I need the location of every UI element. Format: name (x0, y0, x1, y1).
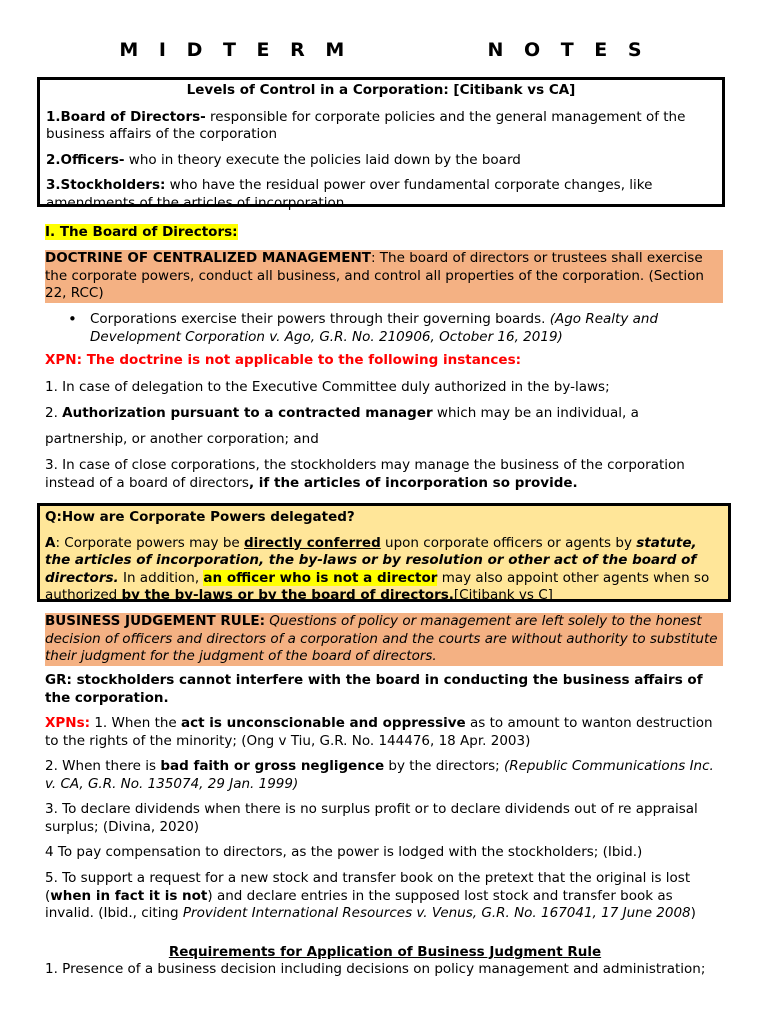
levels-of-control-box (37, 77, 725, 211)
business-judgement-rule: BUSINESS JUDGEMENT RULE: Questions of policy or management are left solely to the honest decision of officers and directors of a corporation and the courts are without authority to substitute their judgment for the judgment of the board of directors. (45, 613, 723, 666)
page-title: M I D T E R M N O T E S (119, 39, 649, 61)
xpn-item-3: 3. In case of close corporations, the stockholders may manage the business of the corporation instead of a board of directors, if the articles of incorporation so provide. (45, 457, 685, 491)
bullet-icon: • (68, 310, 77, 328)
qa-answer: A: Corporate powers may be directly conferred upon corporate officers or agents by statute, the articles of incorporation, the by-laws or by resolution or other act of the board of directors. In addition, an officer who is not a director may also appoint other agents when so authorized by the by-laws or by the board of directors.[Citibank vs C] (45, 534, 710, 603)
xpn-item-1: 1. In case of delegation to the Executive Committee duly authorized in the by-laws; (45, 379, 610, 395)
requirements-item-1: 1. Presence of a business decision including decisions on policy management and administration; (45, 961, 706, 977)
level-item-stockholders: 3.Stockholders: who have the residual power over fundamental corporate changes, like amendments of the articles of incorporation. (46, 177, 653, 211)
qa-question: Q:How are Corporate Powers delegated? (45, 509, 355, 525)
xpn-heading: XPN: The doctrine is not applicable to the following instances: (45, 352, 522, 368)
xpns-item-5: 5. To support a request for a new stock and transfer book on the pretext that the original is lost (when in fact it is not) and declare entries in the supposed lost stock and transfer book as invalid. (Ibid., citing Provident International Resources v. Venus, G.R. No. 167041, 17 June 2008) (45, 870, 696, 921)
levels-box-heading: Levels of Control in a Corporation: [Citibank vs CA] (186, 82, 576, 98)
requirements-heading: Requirements for Application of Business Judgment Rule (168, 944, 602, 960)
xpn-item-2: 2. Authorization pursuant to a contracted manager which may be an individual, a (45, 405, 639, 421)
level-item-board: 1.Board of Directors- responsible for corporate policies and the general management of the business affairs of the corporation (46, 108, 686, 142)
section-heading-board: I. The Board of Directors: (45, 224, 238, 240)
level-item-officers: 2.Officers- who in theory execute the policies laid down by the board (46, 151, 521, 168)
xpns-item-2: 2. When there is bad faith or gross negligence by the directors; (Republic Communications Inc. v. CA, G.R. No. 135074, 29 Jan. 1999) (45, 758, 714, 792)
xpns-item-4: 4 To pay compensation to directors, as the power is lodged with the stockholders; (Ibid.) (45, 844, 643, 860)
xpns-item-1: XPNs: 1. When the act is unconscionable and oppressive as to amount to wanton destruction to the rights of the minority; (Ong v Tiu, G.R. No. 144476, 18 Apr. 2003) (45, 715, 713, 749)
qa-box (37, 503, 731, 602)
xpns-item-3: 3. To declare dividends when there is no surplus profit or to declare dividends out of re appraisal surplus; (Divina, 2020) (45, 801, 698, 835)
xpn-item-2-cont: partnership, or another corporation; and (45, 431, 319, 447)
general-rule: GR: stockholders cannot interfere with the board in conducting the business affairs of the corporation. (45, 672, 703, 706)
bullet-item: • Corporations exercise their powers through their governing boards. (Ago Realty and Development Corporation v. Ago, G.R. No. 210906, October 16, 2019) (68, 310, 659, 345)
doctrine-centralized-management: DOCTRINE OF CENTRALIZED MANAGEMENT: The board of directors or trustees shall exercise the corporate powers, conduct all business, and control all properties of the corporation. (Section 22, RCC) (45, 250, 723, 303)
